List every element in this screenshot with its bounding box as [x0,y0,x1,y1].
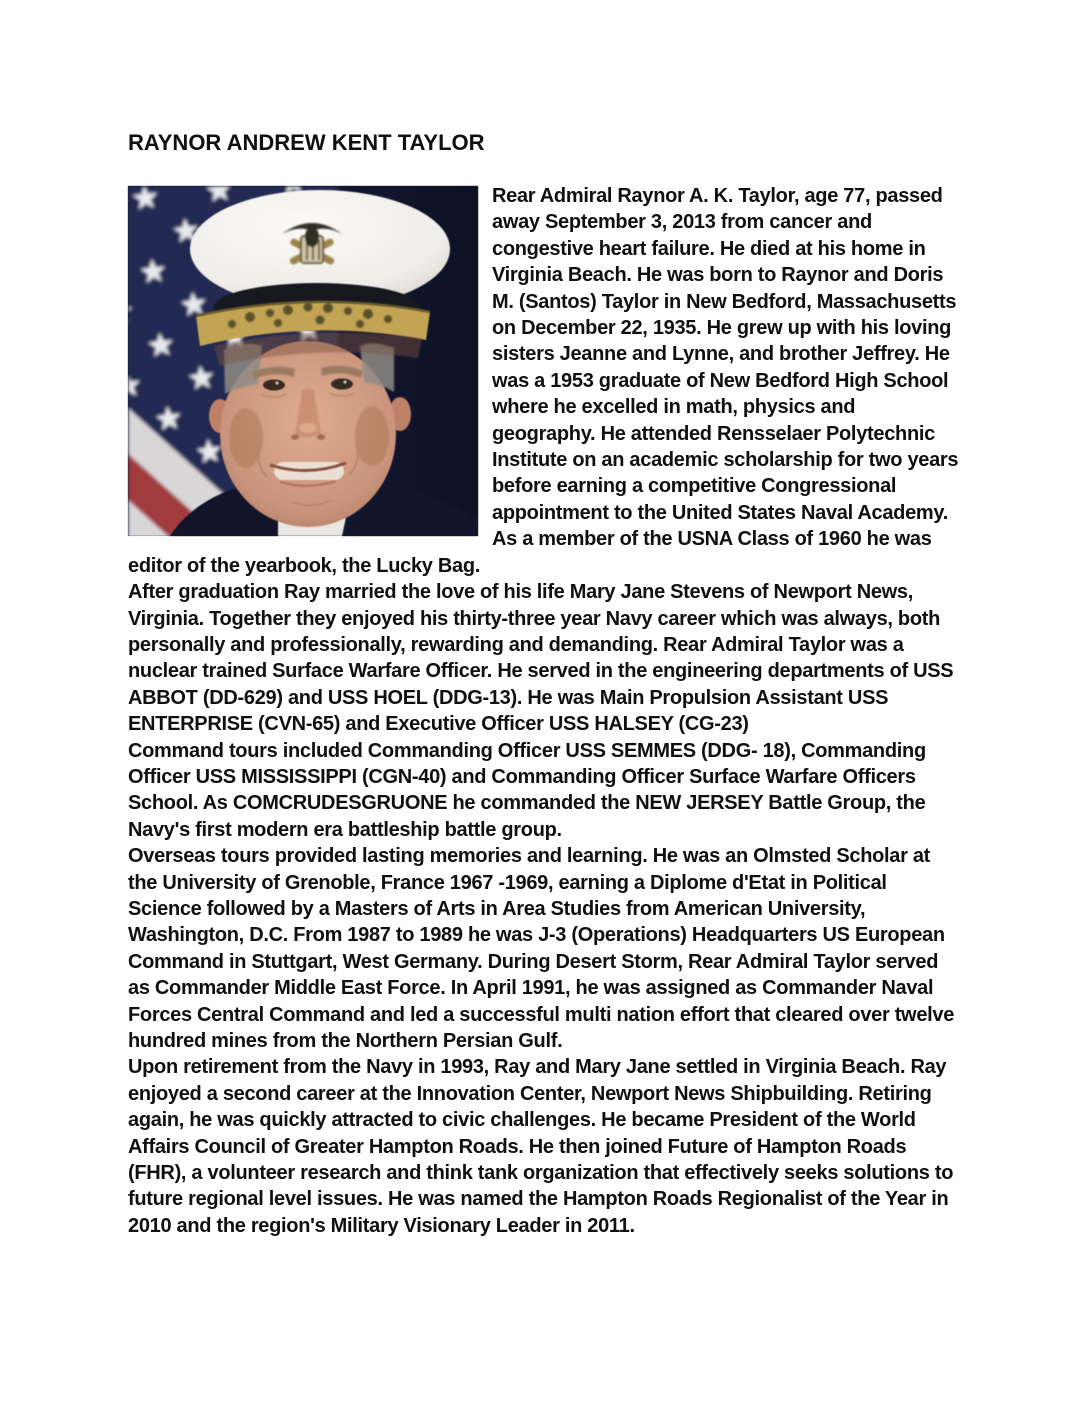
navy-officer-portrait-image [128,186,478,536]
portrait-photo [128,186,478,536]
paragraph-biography: Rear Admiral Raynor A. K. Taylor, age 77, passed away September 3, 2013 from cancer and congestive heart failure. He died at his home in Virginia Beach. He was born to Raynor and Doris M. (Santos) Taylor in New Bedford, Massachusetts on December 22, 1935. He grew up with his loving sisters Jeanne and Lynne, and brother Jeffrey. He was a 1953 graduate of New Bedford High School where he excelled in math, physics and geography. He attended Rensselaer Polytechnic Institute on an academic scholarship for two years before earning a competitive Congressional appointment to the United States Naval Academy. As a member of the USNA Class of 1960 he was editor of the yearbook, the Lucky Bag. [128,185,959,577]
paragraph-retirement: Upon retirement from the Navy in 1993, Ray and Mary Jane settled in Virginia Beach. Ray enjoyed a second career at the Innovation Center, Newport News Shipbuilding. Retiring again, he was quickly attracted to civic challenges. He became President of the World Affairs Council of Greater Hampton Roads. He then joined Future of Hampton Roads (FHR), a volunteer research and think tank organization that effectively seeks solutions to future regional level issues. He was named the Hampton Roads Regionalist of the Year in 2010 and the region's Military Visionary Leader in 2011. [128,1056,954,1237]
document-title: RAYNOR ANDREW KENT TAYLOR [128,130,485,155]
paragraph-overseas-tours: Overseas tours provided lasting memories and learning. He was an Olmsted Scholar at the University of Grenoble, France 1967 -1969, earning a Diplome d'Etat in Political Science followed by a Masters of Arts in Area Studies from American University, Washington, D.C. From 1987 to 1989 he was J-3 (Operations) Headquarters US European Command in Stuttgart, West Germany. During Desert Storm, Rear Admiral Taylor served as Commander Middle East Force. In April 1991, he was assigned as Commander Naval Forces Central Command and led a successful multi nation effort that cleared over twelve hundred mines from the Northern Persian Gulf. [128,845,955,1052]
cap-emblem [282,223,342,266]
obituary-body [128,183,962,1239]
paragraph-navy-career: After graduation Ray married the love of his life Mary Jane Stevens of Newport News, Virginia. Together they enjoyed his thirty-three year Navy career which was always, both personally and professionally, rewarding and demanding. Rear Admiral Taylor was a nuclear trained Surface Warfare Officer. He served in the engineering departments of USS ABBOT (DD-629) and USS HOEL (DDG-13). He was Main Propulsion Assistant USS ENTERPRISE (CVN-65) and Executive Officer USS HALSEY (CG-23) [128,581,954,736]
paragraph-command-tours: Command tours included Commanding Officer USS SEMMES (DDG- 18), Commanding Officer USS MISSISSIPPI (CGN-40) and Commanding Officer Surface Warfare Officers School. As COMCRUDESGRUONE he commanded the NEW JERSEY Battle Group, the Navy's first modern era battleship battle group. [128,739,926,841]
